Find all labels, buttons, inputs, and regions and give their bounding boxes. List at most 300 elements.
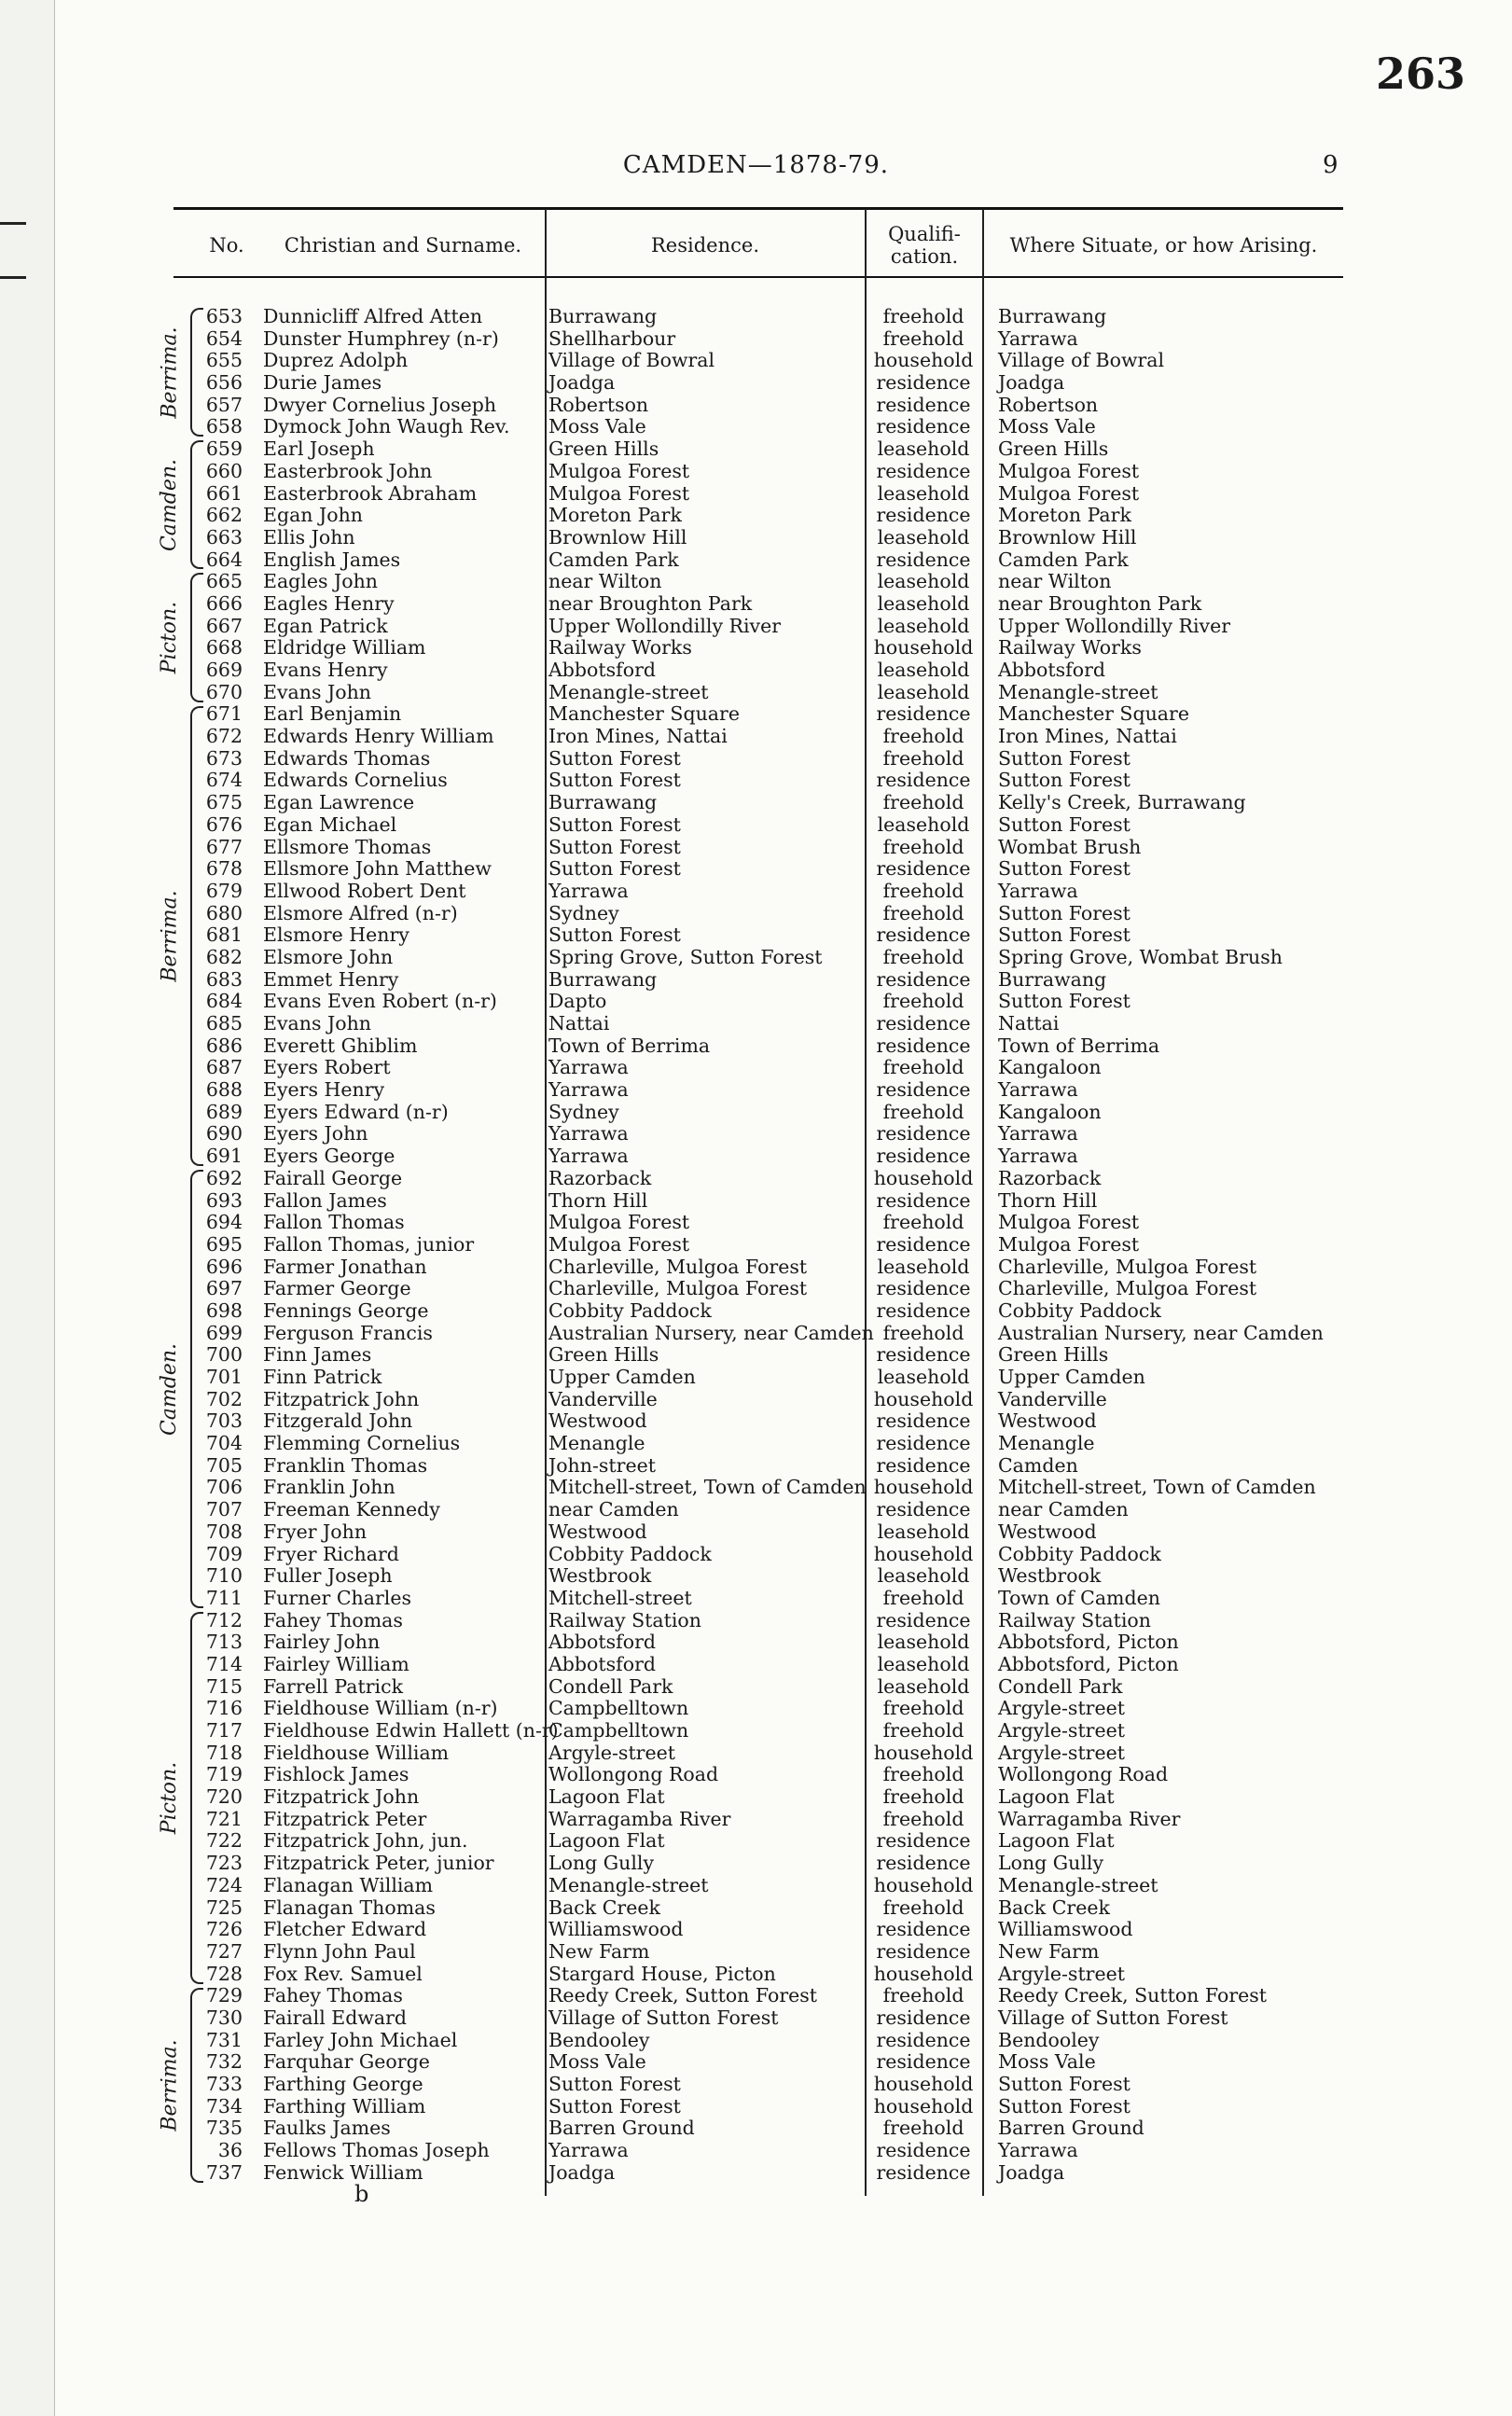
elector-name: Ferguson Francis [263, 1321, 433, 1344]
table-row [0, 2030, 1512, 2052]
elector-name: Fitzpatrick John [263, 1387, 420, 1410]
elector-name: Farmer George [263, 1277, 411, 1300]
entry-number: 702 [205, 1387, 243, 1410]
qualification: leasehold [877, 659, 970, 681]
table-row [0, 1410, 1512, 1433]
residence: Joadga [548, 2160, 616, 2184]
where-situate: Kelly's Creek, Burrawang [998, 791, 1246, 814]
entry-number: 682 [205, 945, 243, 968]
residence: Westwood [548, 1520, 647, 1543]
table-row [0, 1234, 1512, 1257]
where-situate: Westbrook [998, 1564, 1102, 1588]
where-situate: Menangle-street [998, 680, 1158, 703]
residence: Long Gully [548, 1852, 655, 1875]
entry-number: 660 [205, 459, 243, 482]
elector-name: Fitzpatrick Peter [263, 1807, 427, 1830]
residence: Reedy Creek, Sutton Forest [548, 1984, 818, 2007]
table-row [0, 637, 1512, 660]
table-row [0, 1057, 1512, 1079]
entry-number: 716 [205, 1697, 243, 1720]
elector-name: Furner Charles [263, 1586, 411, 1609]
sheet-number: 9 [1323, 151, 1339, 179]
residence: Campbelltown [548, 1719, 689, 1742]
district-group [157, 1170, 203, 1608]
qualification: residence [876, 1277, 971, 1300]
qualification: residence [876, 1918, 971, 1941]
entry-number: 728 [205, 1962, 243, 1985]
qualification: residence [876, 1122, 971, 1146]
qualification: freehold [882, 305, 964, 327]
where-situate: Cobbity Paddock [998, 1298, 1161, 1322]
where-situate: Mulgoa Forest [998, 481, 1140, 505]
where-situate: Reedy Creek, Sutton Forest [998, 1984, 1268, 2007]
qualification: residence [876, 1453, 971, 1477]
table-row [0, 682, 1512, 704]
district-brace [190, 440, 203, 569]
entry-number: 654 [205, 326, 243, 350]
district-label [157, 1612, 183, 1984]
residence: Burrawang [548, 305, 658, 327]
entry-number: 692 [205, 1166, 243, 1189]
where-situate: Argyle-street [998, 1719, 1125, 1742]
elector-name: Farthing William [263, 2094, 426, 2117]
elector-name: Edwards Cornelius [263, 769, 448, 792]
entry-number: 723 [205, 1852, 243, 1875]
residence: Sutton Forest [548, 769, 681, 792]
district-brace [190, 1612, 203, 1984]
table-row [0, 2074, 1512, 2096]
table-row [0, 1720, 1512, 1743]
elector-name: Fairley William [263, 1652, 409, 1675]
elector-name: Farrell Patrick [263, 1674, 404, 1698]
elector-name: Ellwood Robert Dent [263, 879, 466, 902]
residence: Argyle-street [548, 1741, 675, 1764]
table-row [0, 1809, 1512, 1831]
where-situate: Yarrawa [998, 1122, 1078, 1146]
table-row [0, 1367, 1512, 1389]
qualification: leasehold [877, 1255, 970, 1278]
table-row [0, 1786, 1512, 1809]
where-situate: Camden [998, 1453, 1078, 1477]
residence: Menangle [548, 1432, 645, 1455]
elector-name: Ellsmore John Matthew [263, 857, 492, 881]
entry-number: 686 [205, 1034, 243, 1057]
residence: Town of Berrima [548, 1034, 711, 1057]
qualification: leasehold [877, 481, 970, 505]
entry-number: 717 [205, 1719, 243, 1742]
qualification: residence [876, 1829, 971, 1853]
elector-name: Farthing George [263, 2073, 423, 2095]
residence: Charleville, Mulgoa Forest [548, 1255, 808, 1278]
residence: Joadga [548, 371, 616, 395]
entry-number: 685 [205, 1012, 243, 1034]
residence: Sydney [548, 1100, 619, 1123]
where-situate: Upper Camden [998, 1366, 1145, 1388]
entry-number: 708 [205, 1520, 243, 1543]
residence: Dapto [548, 990, 607, 1013]
elector-name: Franklin Thomas [263, 1453, 428, 1477]
qualification: household [873, 2073, 974, 2095]
entry-number: 670 [205, 680, 243, 703]
qualification: freehold [882, 990, 964, 1013]
residence: Spring Grove, Sutton Forest [548, 945, 823, 968]
residence: Railway Station [548, 1608, 701, 1631]
entry-number: 676 [205, 812, 243, 836]
elector-name: Farmer Jonathan [263, 1255, 427, 1278]
entry-number: 705 [205, 1453, 243, 1477]
qualification: freehold [882, 326, 964, 350]
entry-number: 695 [205, 1232, 243, 1256]
entry-number: 726 [205, 1918, 243, 1941]
residence: New Farm [548, 1939, 650, 1963]
table-row [0, 1477, 1512, 1499]
qualification: residence [876, 2028, 971, 2051]
entry-number: 655 [205, 349, 243, 372]
district-brace [190, 1988, 203, 2183]
table-row [0, 483, 1512, 506]
qualification: residence [876, 2160, 971, 2184]
where-situate: Warragamba River [998, 1807, 1181, 1830]
residence: Australian Nursery, near Camden [548, 1321, 874, 1344]
qualification: residence [876, 1078, 971, 1102]
where-situate: Westwood [998, 1520, 1097, 1543]
entry-number: 673 [205, 746, 243, 770]
qualification: residence [876, 2050, 971, 2074]
qualification: leasehold [877, 1652, 970, 1675]
entry-number: 653 [205, 305, 243, 327]
where-situate: Green Hills [998, 437, 1109, 461]
edge-mark [0, 276, 26, 279]
residence: Sydney [548, 901, 619, 924]
residence: Cobbity Paddock [548, 1542, 712, 1565]
qualification: residence [876, 393, 971, 416]
table-row [0, 837, 1512, 859]
elector-name: Ellsmore Thomas [263, 835, 432, 858]
entry-number: 693 [205, 1188, 243, 1212]
where-situate: Mulgoa Forest [998, 459, 1140, 482]
table-row [0, 969, 1512, 992]
residence: Yarrawa [548, 2139, 629, 2162]
qualification: residence [876, 1343, 971, 1367]
residence: John-street [548, 1453, 656, 1477]
where-situate: Sutton Forest [998, 923, 1131, 947]
residence: Burrawang [548, 791, 658, 814]
elector-name: Eagles John [263, 570, 378, 593]
district-label [157, 706, 183, 1167]
where-situate: Barren Ground [998, 2117, 1144, 2140]
table-row [0, 1013, 1512, 1035]
residence: Wollongong Road [548, 1763, 719, 1786]
qualification: residence [876, 459, 971, 482]
table-row [0, 1300, 1512, 1323]
where-situate: Razorback [998, 1166, 1102, 1189]
residence: Robertson [548, 393, 649, 416]
elector-name: Eagles Henry [263, 591, 395, 615]
where-situate: Village of Bowral [998, 349, 1165, 372]
where-situate: Moss Vale [998, 2050, 1096, 2074]
entry-number: 730 [205, 2006, 243, 2029]
elector-name: Evans Even Robert (n-r) [263, 990, 497, 1013]
qualification: leasehold [877, 1520, 970, 1543]
district-label [157, 440, 183, 569]
residence: Yarrawa [548, 879, 629, 902]
qualification: residence [876, 769, 971, 792]
entry-number: 674 [205, 769, 243, 792]
where-situate: Spring Grove, Wombat Brush [998, 945, 1283, 968]
residence: Williamswood [548, 1918, 684, 1941]
table-row [0, 1257, 1512, 1279]
qualification: leasehold [877, 1564, 970, 1588]
elector-name: Fahey Thomas [263, 1608, 403, 1631]
table-row [0, 1079, 1512, 1102]
where-situate: New Farm [998, 1939, 1100, 1963]
table-row [0, 792, 1512, 814]
qualification: freehold [882, 1763, 964, 1786]
where-situate: Lagoon Flat [998, 1785, 1115, 1809]
district-group [157, 1988, 203, 2183]
where-situate: near Wilton [998, 570, 1112, 593]
where-situate: Kangaloon [998, 1100, 1102, 1123]
residence: Sutton Forest [548, 857, 681, 881]
where-situate: Mulgoa Forest [998, 1211, 1140, 1234]
where-situate: Sutton Forest [998, 2073, 1131, 2095]
entry-number: 720 [205, 1785, 243, 1809]
where-situate: Argyle-street [998, 1962, 1125, 1985]
qualification: residence [876, 1298, 971, 1322]
elector-name: Finn James [263, 1343, 372, 1367]
residence: Mulgoa Forest [548, 1211, 690, 1234]
table-row [0, 1455, 1512, 1478]
qualification: residence [876, 2139, 971, 2162]
table-row [0, 1919, 1512, 1941]
elector-name: Fellows Thomas Joseph [263, 2139, 490, 2162]
qualification: freehold [882, 1719, 964, 1742]
table-row [0, 703, 1512, 726]
elector-name: Fryer John [263, 1520, 368, 1543]
residence: Sutton Forest [548, 923, 681, 947]
table-row [0, 814, 1512, 837]
qualification: leasehold [877, 525, 970, 548]
qualification: freehold [882, 1984, 964, 2007]
district-name: Camden. [158, 1342, 182, 1436]
elector-name: Fieldhouse Edwin Hallett (n-r) [263, 1719, 559, 1742]
where-situate: Thorn Hill [998, 1188, 1098, 1212]
qualification: residence [876, 702, 971, 726]
residence: Yarrawa [548, 1078, 629, 1102]
where-situate: near Broughton Park [998, 591, 1202, 615]
where-situate: Village of Sutton Forest [998, 2006, 1228, 2029]
residence: Upper Wollondilly River [548, 614, 782, 637]
elector-name: Elsmore Henry [263, 923, 409, 947]
residence: Menangle-street [548, 1873, 709, 1896]
table-row [0, 328, 1512, 351]
elector-name: Farley John Michael [263, 2028, 458, 2051]
elector-name: Ellis John [263, 525, 355, 548]
entry-number: 706 [205, 1476, 243, 1499]
where-situate: Westwood [998, 1409, 1097, 1433]
elector-name: Fitzpatrick John [263, 1785, 420, 1809]
residence: Bendooley [548, 2028, 650, 2051]
elector-name: Dunster Humphrey (n-r) [263, 326, 499, 350]
elector-name: Fishlock James [263, 1763, 409, 1786]
table-row [0, 748, 1512, 771]
elector-name: Fieldhouse William [263, 1741, 450, 1764]
residence: Sutton Forest [548, 2073, 681, 2095]
entry-number: 701 [205, 1366, 243, 1388]
where-situate: Wollongong Road [998, 1763, 1169, 1786]
residence: Moreton Park [548, 504, 682, 527]
table-row [0, 660, 1512, 682]
where-situate: Abbotsford, Picton [998, 1652, 1179, 1675]
entry-number: 657 [205, 393, 243, 416]
qualification: freehold [882, 2117, 964, 2140]
qualification: freehold [882, 791, 964, 814]
entry-number: 731 [205, 2028, 243, 2051]
entry-number: 671 [205, 702, 243, 726]
table-row [0, 416, 1512, 438]
elector-name: Franklin John [263, 1476, 395, 1499]
elector-name: Flemming Cornelius [263, 1432, 461, 1455]
elector-name: Duprez Adolph [263, 349, 409, 372]
entry-number: 696 [205, 1255, 243, 1278]
where-situate: Railway Station [998, 1608, 1151, 1631]
qualification: household [873, 636, 974, 660]
district-brace [190, 706, 203, 1167]
district-name: Camden. [158, 458, 182, 551]
where-situate: Sutton Forest [998, 2094, 1131, 2117]
table-row [0, 1941, 1512, 1964]
residence: Yarrawa [548, 1145, 629, 1168]
table-row [0, 2007, 1512, 2030]
residence: Camden Park [548, 548, 679, 571]
table-row [0, 505, 1512, 527]
elector-name: Fennings George [263, 1298, 429, 1322]
signature-mark: b [354, 2181, 369, 2207]
header-where: Where Situate, or how Arising. [1009, 234, 1318, 257]
entry-number: 727 [205, 1939, 243, 1963]
entry-number: 707 [205, 1498, 243, 1521]
qualification: residence [876, 1232, 971, 1256]
table-row [0, 1610, 1512, 1632]
where-situate: Condell Park [998, 1674, 1123, 1698]
district-group [157, 440, 203, 569]
where-situate: Back Creek [998, 1895, 1110, 1919]
entry-number: 711 [205, 1586, 243, 1609]
table-row [0, 2051, 1512, 2074]
qualification: household [873, 1741, 974, 1764]
elector-name: Emmet Henry [263, 967, 399, 991]
elector-name: Fahey Thomas [263, 1984, 403, 2007]
qualification: freehold [882, 1321, 964, 1344]
residence: Nattai [548, 1012, 610, 1034]
elector-name: Fallon Thomas [263, 1211, 405, 1234]
qualification: household [873, 349, 974, 372]
qualification: residence [876, 548, 971, 571]
qualification: household [873, 2094, 974, 2117]
qualification: residence [876, 2006, 971, 2029]
where-situate: Moreton Park [998, 504, 1131, 527]
residence: Village of Bowral [548, 349, 715, 372]
qualification: residence [876, 1409, 971, 1433]
table-row [0, 1698, 1512, 1720]
elector-name: Fenwick William [263, 2160, 423, 2184]
elector-name: Easterbrook John [263, 459, 433, 482]
elector-name: Fox Rev. Samuel [263, 1962, 423, 1985]
district-label [157, 573, 183, 701]
entry-number: 683 [205, 967, 243, 991]
where-situate: Sutton Forest [998, 769, 1131, 792]
residence: Brownlow Hill [548, 525, 687, 548]
district-label [157, 1170, 183, 1608]
entry-number: 665 [205, 570, 243, 593]
qualification: freehold [882, 1056, 964, 1079]
elector-name: Egan Lawrence [263, 791, 415, 814]
where-situate: Williamswood [998, 1918, 1133, 1941]
where-situate: Nattai [998, 1012, 1060, 1034]
residence: Menangle-street [548, 680, 709, 703]
where-situate: Vanderville [998, 1387, 1107, 1410]
table-row [0, 924, 1512, 947]
qualification: freehold [882, 1895, 964, 1919]
elector-name: Durie James [263, 371, 382, 395]
residence: Westbrook [548, 1564, 652, 1588]
entry-number: 694 [205, 1211, 243, 1234]
entry-number: 677 [205, 835, 243, 858]
qualification: freehold [882, 1100, 964, 1123]
residence: Sutton Forest [548, 812, 681, 836]
entry-number: 690 [205, 1122, 243, 1146]
residence: Green Hills [548, 437, 659, 461]
where-situate: Sutton Forest [998, 746, 1131, 770]
qualification: freehold [882, 1697, 964, 1720]
table-row [0, 1278, 1512, 1300]
qualification: leasehold [877, 437, 970, 461]
where-situate: Iron Mines, Nattai [998, 725, 1177, 748]
residence: Mitchell-street [548, 1586, 692, 1609]
entry-number: 713 [205, 1631, 243, 1654]
table-row [0, 1544, 1512, 1566]
elector-name: Eyers Robert [263, 1056, 391, 1079]
residence: Vanderville [548, 1387, 658, 1410]
entry-number: 697 [205, 1277, 243, 1300]
qualification: leasehold [877, 614, 970, 637]
elector-name: Faulks James [263, 2117, 391, 2140]
where-situate: Green Hills [998, 1343, 1109, 1367]
table-row [0, 616, 1512, 638]
qualification: residence [876, 371, 971, 395]
where-situate: Railway Works [998, 636, 1142, 660]
table-row [0, 1035, 1512, 1058]
elector-name: Egan John [263, 504, 363, 527]
district-brace [190, 1170, 203, 1608]
header-qualification: Qualifi- cation. [888, 223, 961, 268]
residence: Razorback [548, 1166, 652, 1189]
entry-number: 732 [205, 2050, 243, 2074]
elector-name: Finn Patrick [263, 1366, 382, 1388]
entry-number: 36 [217, 2139, 243, 2162]
qualification: leasehold [877, 812, 970, 836]
table-row [0, 1654, 1512, 1676]
residence: Mulgoa Forest [548, 481, 690, 505]
residence: Mitchell-street, Town of Camden [548, 1476, 867, 1499]
entry-number: 681 [205, 923, 243, 947]
qualification: leasehold [877, 1631, 970, 1654]
where-situate: Yarrawa [998, 1145, 1078, 1168]
table-row [0, 726, 1512, 748]
elector-name: Fallon Thomas, junior [263, 1232, 475, 1256]
page-title: CAMDEN—1878-79. [622, 151, 890, 179]
elector-name: Elsmore Alfred (n-r) [263, 901, 458, 924]
